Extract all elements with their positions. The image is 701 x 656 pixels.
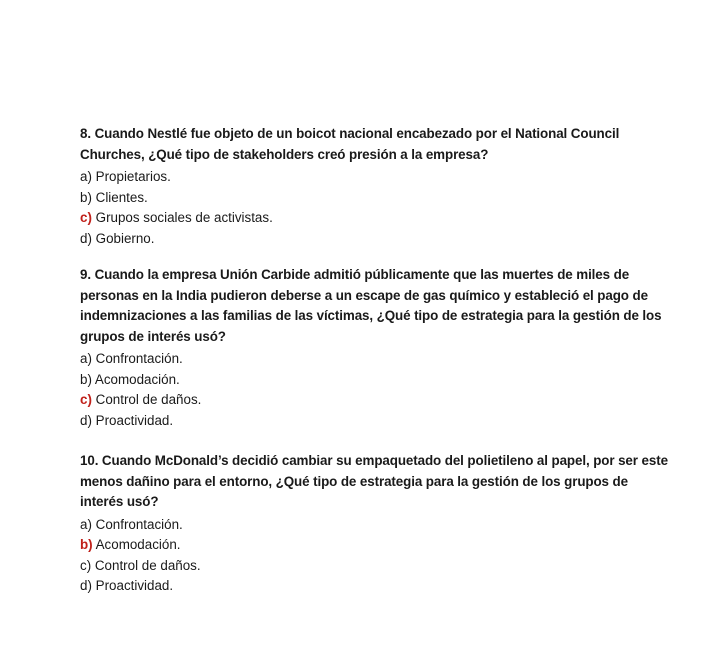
question-10 — [80, 451, 670, 597]
option-d — [80, 229, 670, 250]
option-a — [80, 349, 670, 370]
option-letter: c) — [80, 557, 92, 573]
option-letter: a) — [80, 169, 92, 184]
option-letter: a) — [80, 351, 92, 366]
question-9 — [80, 265, 670, 431]
option-c-selected — [80, 390, 670, 411]
option-letter-answer: b) — [80, 537, 93, 552]
option-text: Clientes. — [95, 189, 148, 205]
option-text: Grupos sociales de activistas. — [95, 210, 273, 225]
option-text: Gobierno. — [95, 230, 155, 246]
option-text: Control de daños. — [95, 392, 202, 407]
option-text: Control de daños. — [94, 557, 201, 573]
option-letter: d) — [80, 230, 92, 246]
option-text: Acomodación. — [95, 537, 181, 552]
option-text: Proactividad. — [95, 412, 174, 428]
option-a — [80, 515, 670, 536]
option-b-selected — [80, 535, 670, 556]
question-text: 8. Cuando Nestlé fue objeto de un boicot nacional encabezado por el National Council Churches, ¿Qué tipo de stakeholders creó presión a la empresa? — [80, 126, 620, 162]
option-d — [80, 576, 670, 597]
option-letter: a) — [80, 516, 92, 532]
option-text: Confrontación. — [95, 351, 183, 366]
question-8 — [80, 124, 670, 249]
option-letter-answer: c) — [80, 210, 92, 225]
question-text: 9. Cuando la empresa Unión Carbide admitió públicamente que las muertes de miles de personas en la India pudieron deberse a un escape de gas químico y estableció el pago de indemnizaciones a las familias de las víctimas, ¿Qué tipo de estrategia para la gestión de los grupos de interés usó? — [80, 267, 662, 344]
option-letter: b) — [80, 189, 92, 205]
option-letter: b) — [80, 371, 92, 387]
option-text: Confrontación. — [95, 516, 183, 532]
option-b — [80, 188, 670, 209]
option-c-selected — [80, 208, 670, 229]
option-b — [80, 370, 670, 391]
option-text: Propietarios. — [95, 169, 171, 184]
option-d — [80, 411, 670, 432]
option-letter: d) — [80, 412, 92, 428]
option-text: Proactividad. — [95, 578, 174, 593]
option-letter-answer: c) — [80, 392, 92, 407]
option-a — [80, 167, 670, 188]
option-letter: d) — [80, 578, 92, 593]
option-text: Acomodación. — [94, 371, 180, 387]
option-c — [80, 556, 670, 577]
question-text: 10. Cuando McDonald’s decidió cambiar su empaquetado del polietileno al papel, por ser este menos dañino para el entorno, ¿Qué tipo de estrategia para la gestión de los grupos de interés usó? — [80, 453, 668, 509]
